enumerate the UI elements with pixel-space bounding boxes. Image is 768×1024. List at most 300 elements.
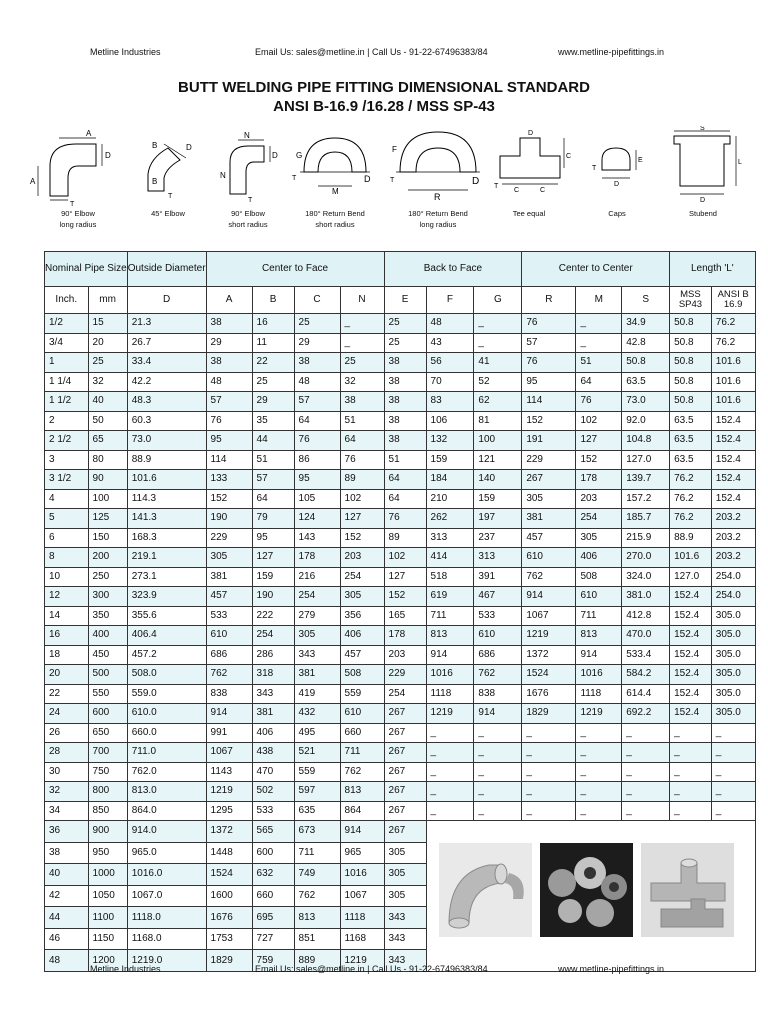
table-cell: 508 [340,665,384,685]
footer-contact[interactable]: Email Us: sales@metline.in | Call Us - 91-22-67496383/84 [255,964,488,974]
table-row [45,626,756,646]
table-cell: 89 [384,528,426,548]
table-cell: 1016 [426,665,474,685]
column-header: Inch. [45,287,89,314]
table-cell: _ [426,801,474,821]
column-header: ANSI B 16.9 [711,287,755,314]
diagram-90-elbow-long [28,126,128,229]
caption-90-elbow-short: 90° Elbow short radius [228,209,268,229]
table-cell: 48 [294,372,340,392]
table-cell: _ [576,782,622,802]
header-center-to-face: Center to Face [206,252,384,287]
table-cell: 318 [252,665,294,685]
svg-text:N: N [220,171,226,180]
table-row [45,431,756,451]
table-cell: 28 [45,743,89,763]
table-cell: 95 [206,431,252,451]
table-cell: 25 [294,314,340,334]
table-cell: 76 [384,509,426,529]
table-cell: 38 [294,353,340,373]
svg-text:G: G [296,151,303,160]
header-website[interactable]: www.metline-pipefittings.in [558,47,665,57]
column-header: R [522,287,576,314]
table-cell: 762.0 [127,762,206,782]
table-row [45,509,756,529]
table-cell: _ [576,314,622,334]
table-column-header-row [45,287,756,314]
table-cell: 412.8 [622,606,670,626]
table-cell: 38 [384,353,426,373]
table-cell: 20 [88,333,127,353]
table-cell: 660.0 [127,723,206,743]
table-cell: 73.0 [127,431,206,451]
table-cell: 467 [474,587,522,607]
table-cell: _ [426,723,474,743]
svg-text:M: M [332,187,339,196]
table-cell: 152.4 [670,684,712,704]
table-cell: 34 [45,801,89,821]
table-cell: 32 [340,372,384,392]
svg-text:S: S [700,126,705,132]
table-row [45,333,756,353]
table-cell: 1524 [206,864,252,886]
table-cell: 50.8 [670,314,712,334]
caption-180-return-long: 180° Return Bend long radius [408,209,468,229]
table-cell: _ [622,762,670,782]
table-cell: 1050 [88,885,127,907]
table-cell: 57 [206,392,252,412]
table-cell: 305.0 [711,704,755,724]
table-cell: 139.7 [622,470,670,490]
table-cell: 305.0 [711,626,755,646]
table-cell: 1000 [88,864,127,886]
table-cell: _ [522,723,576,743]
table-cell: 406.4 [127,626,206,646]
svg-text:B: B [152,177,158,186]
table-cell: 313 [474,548,522,568]
table-cell: 406 [576,548,622,568]
table-cell: 267 [384,821,426,843]
table-cell: 305 [294,626,340,646]
table-cell: 343 [384,928,426,950]
table-cell: 565 [252,821,294,843]
table-cell: 203.2 [711,509,755,529]
table-cell: _ [711,762,755,782]
table-cell: 132 [426,431,474,451]
table-cell: 267 [384,782,426,802]
table-cell: 584.2 [622,665,670,685]
svg-text:D: D [272,151,278,160]
table-cell: 216 [294,567,340,587]
table-cell: _ [474,314,522,334]
table-cell: 127 [340,509,384,529]
footer-website[interactable]: www.metline-pipefittings.in [558,964,665,974]
table-cell: 610 [474,626,522,646]
table-cell: 64 [576,372,622,392]
table-cell: _ [711,743,755,763]
table-cell: 46 [45,928,89,950]
table-row [45,684,756,704]
table-row [45,314,756,334]
table-cell: 237 [474,528,522,548]
table-cell: 16 [45,626,89,646]
table-cell: 1829 [522,704,576,724]
table-cell: 673 [294,821,340,843]
product-photos [426,821,755,972]
table-cell: 3/4 [45,333,89,353]
svg-text:T: T [592,165,597,172]
table-cell: 51 [576,353,622,373]
table-cell: 813 [340,782,384,802]
table-cell: 305.0 [711,645,755,665]
table-cell: _ [340,314,384,334]
header-nominal-size: Nominal Pipe Size [45,252,128,287]
table-cell: 800 [88,782,127,802]
svg-text:D: D [364,174,371,184]
table-cell: 76.2 [711,314,755,334]
table-cell: 127.0 [670,567,712,587]
table-cell: 73.0 [622,392,670,412]
table-cell: 178 [384,626,426,646]
table-row [45,450,756,470]
table-cell: 1219 [426,704,474,724]
table-cell: 1676 [206,907,252,929]
table-cell: 350 [88,606,127,626]
table-cell: 305 [340,587,384,607]
table-cell: 76.2 [670,489,712,509]
table-cell: 1219 [340,950,384,972]
table-cell: 267 [384,801,426,821]
caption-caps: Caps [608,209,626,218]
table-cell: 106 [426,411,474,431]
table-cell: 749 [294,864,340,886]
table-cell: 12 [45,587,89,607]
table-cell: 533 [252,801,294,821]
table-cell: 159 [252,567,294,587]
table-cell: 159 [474,489,522,509]
table-cell: 254 [252,626,294,646]
table-cell: 95 [522,372,576,392]
table-cell: 495 [294,723,340,743]
table-cell: 152 [384,587,426,607]
table-cell: 41 [474,353,522,373]
table-cell: 127 [384,567,426,587]
table-cell: 76 [340,450,384,470]
column-header: mm [88,287,127,314]
table-cell: 152.4 [670,587,712,607]
table-cell: 26.7 [127,333,206,353]
table-cell: 518 [426,567,474,587]
table-cell: 48.3 [127,392,206,412]
table-cell: 1118 [340,907,384,929]
table-cell: 914 [206,704,252,724]
table-cell: 76.2 [711,333,755,353]
table-cell: 152 [206,489,252,509]
diagram-180-return-long [388,126,488,229]
table-cell: _ [340,333,384,353]
table-cell: 40 [45,864,89,886]
table-cell: 38 [384,431,426,451]
table-cell: 1448 [206,842,252,864]
table-cell: 600 [88,704,127,724]
table-cell: 63.5 [670,411,712,431]
table-cell: 267 [384,762,426,782]
table-cell: 400 [88,626,127,646]
table-cell: 914 [576,645,622,665]
table-cell: 343 [294,645,340,665]
table-cell: _ [670,801,712,821]
column-header: M [576,287,622,314]
table-cell: 610 [522,548,576,568]
table-row [45,801,756,821]
table-cell: 711.0 [127,743,206,763]
header-back-to-face: Back to Face [384,252,522,287]
tees-photo-icon [641,843,734,937]
table-row [45,665,756,685]
table-cell: 1295 [206,801,252,821]
table-cell: 76 [294,431,340,451]
table-cell: 381 [206,567,252,587]
table-cell: 76 [522,314,576,334]
table-cell: 152 [576,450,622,470]
table-cell: 914 [522,587,576,607]
table-cell: 750 [88,762,127,782]
table-cell: 102 [576,411,622,431]
fittings-assortment-photo-icon [540,843,633,937]
table-cell: 21.3 [127,314,206,334]
table-cell: 152.4 [670,606,712,626]
table-cell: 210 [426,489,474,509]
table-cell: 965.0 [127,842,206,864]
svg-text:T: T [292,175,297,182]
table-cell: 762 [340,762,384,782]
table-cell: 44 [252,431,294,451]
table-cell: 29 [252,392,294,412]
table-cell: _ [426,743,474,763]
table-cell: 191 [522,431,576,451]
svg-text:D: D [700,197,706,204]
table-cell: 1067 [206,743,252,763]
table-cell: 64 [384,489,426,509]
table-cell: _ [522,762,576,782]
table-cell: _ [622,801,670,821]
table-cell: 1118 [576,684,622,704]
caption-45-elbow: 45° Elbow [151,209,185,218]
table-cell: 102 [340,489,384,509]
table-cell: _ [622,743,670,763]
table-row [45,782,756,802]
table-cell: 168.3 [127,528,206,548]
table-cell: _ [576,723,622,743]
table-cell: 1118 [426,684,474,704]
svg-text:A: A [86,129,92,138]
table-cell: 343 [252,684,294,704]
table-cell: 1100 [88,907,127,929]
elbow-90-short-icon [208,126,288,208]
svg-text:D: D [186,143,192,152]
table-cell: 20 [45,665,89,685]
table-cell: 185.7 [622,509,670,529]
table-cell: 1524 [522,665,576,685]
diagram-tee-equal [492,126,572,218]
table-cell: 25 [340,353,384,373]
table-cell: 1016 [340,864,384,886]
table-cell: _ [670,762,712,782]
table-cell: _ [670,723,712,743]
table-cell: 6 [45,528,89,548]
elbow-photo-icon [439,843,532,937]
table-cell: 3 [45,450,89,470]
table-cell: 864 [340,801,384,821]
table-cell: 850 [88,801,127,821]
table-cell: 900 [88,821,127,843]
table-cell: 406 [252,723,294,743]
table-cell: 1016.0 [127,864,206,886]
table-row [45,411,756,431]
table-row [45,392,756,412]
table-cell: 660 [340,723,384,743]
table-cell: 1600 [206,885,252,907]
table-cell: 813 [426,626,474,646]
table-cell: 51 [384,450,426,470]
header-contact[interactable]: Email Us: sales@metline.in | Call Us - 91-22-67496383/84 [255,47,488,57]
table-row [45,723,756,743]
table-cell: 50.8 [670,392,712,412]
diagram-stubend [664,126,744,218]
svg-text:C: C [540,187,546,194]
footer-company: Metline Industries [90,964,161,974]
svg-text:T: T [70,201,75,208]
table-cell: 711 [340,743,384,763]
table-cell: 381 [294,665,340,685]
table-cell: 48 [45,950,89,972]
table-cell: _ [670,743,712,763]
table-cell: 124 [294,509,340,529]
table-cell: 57 [294,392,340,412]
table-cell: 65 [88,431,127,451]
table-cell: _ [474,801,522,821]
table-cell: 324.0 [622,567,670,587]
svg-text:T: T [390,177,395,184]
table-cell: 1/2 [45,314,89,334]
table-cell: 159 [426,450,474,470]
table-cell: 1168.0 [127,928,206,950]
table-cell: 38 [206,314,252,334]
table-cell: 305.0 [711,684,755,704]
table-cell: 88.9 [127,450,206,470]
table-cell: 152.4 [670,645,712,665]
column-header: B [252,287,294,314]
table-cell: 406 [340,626,384,646]
table-cell: 79 [252,509,294,529]
table-cell: 42.8 [622,333,670,353]
table-cell: 215.9 [622,528,670,548]
table-cell: 114.3 [127,489,206,509]
table-cell: 414 [426,548,474,568]
table-cell: 262 [426,509,474,529]
svg-text:L: L [738,159,742,166]
tee-equal-icon [492,126,572,208]
table-row [45,762,756,782]
table-cell: 267 [384,704,426,724]
table-cell: 203 [384,645,426,665]
table-cell: 1 1/4 [45,372,89,392]
table-cell: 152.4 [711,411,755,431]
stubend-icon [664,126,744,208]
column-header: F [426,287,474,314]
table-cell: 391 [474,567,522,587]
table-cell: 313 [426,528,474,548]
table-cell: 178 [294,548,340,568]
table-cell: 381.0 [622,587,670,607]
table-cell: 273.1 [127,567,206,587]
table-cell: 600 [252,842,294,864]
table-cell: 1219 [522,626,576,646]
table-cell: 32 [45,782,89,802]
table-cell: 610 [340,704,384,724]
table-cell: 355.6 [127,606,206,626]
table-cell: _ [474,723,522,743]
table-cell: 1372 [206,821,252,843]
svg-text:D: D [472,176,480,187]
table-cell: 35 [252,411,294,431]
table-cell: 508 [576,567,622,587]
table-cell: 5 [45,509,89,529]
table-cell: 29 [294,333,340,353]
table-cell: _ [576,762,622,782]
table-cell: 229 [522,450,576,470]
table-cell: 267 [384,723,426,743]
table-cell: 101.6 [127,470,206,490]
table-cell: 25 [384,333,426,353]
table-cell: 711 [576,606,622,626]
table-row [45,821,756,843]
table-cell: 695 [252,907,294,929]
table-cell: 50.8 [622,353,670,373]
column-header: D [127,287,206,314]
table-cell: 10 [45,567,89,587]
table-cell: 29 [206,333,252,353]
table-cell: 650 [88,723,127,743]
table-cell: 1067 [340,885,384,907]
table-cell: 22 [252,353,294,373]
table-cell: 203.2 [711,548,755,568]
table-cell: 80 [88,450,127,470]
table-cell: 32 [88,372,127,392]
table-row [45,470,756,490]
svg-text:C: C [514,187,520,194]
table-cell: 614.4 [622,684,670,704]
diagram-90-elbow-short [208,126,288,229]
table-cell: 4 [45,489,89,509]
table-cell: 16 [252,314,294,334]
table-cell: 57 [252,470,294,490]
table-cell: 88.9 [670,528,712,548]
table-cell: 889 [294,950,340,972]
table-cell: _ [522,743,576,763]
header-center-to-center: Center to Center [522,252,670,287]
table-cell: 1219 [206,782,252,802]
table-cell: 63.5 [622,372,670,392]
table-cell: 762 [522,567,576,587]
table-cell: 686 [206,645,252,665]
svg-text:T: T [494,183,499,190]
table-cell: 559.0 [127,684,206,704]
table-cell: 914 [426,645,474,665]
table-cell: 38 [384,392,426,412]
table-cell: 267 [522,470,576,490]
table-cell: 610 [206,626,252,646]
